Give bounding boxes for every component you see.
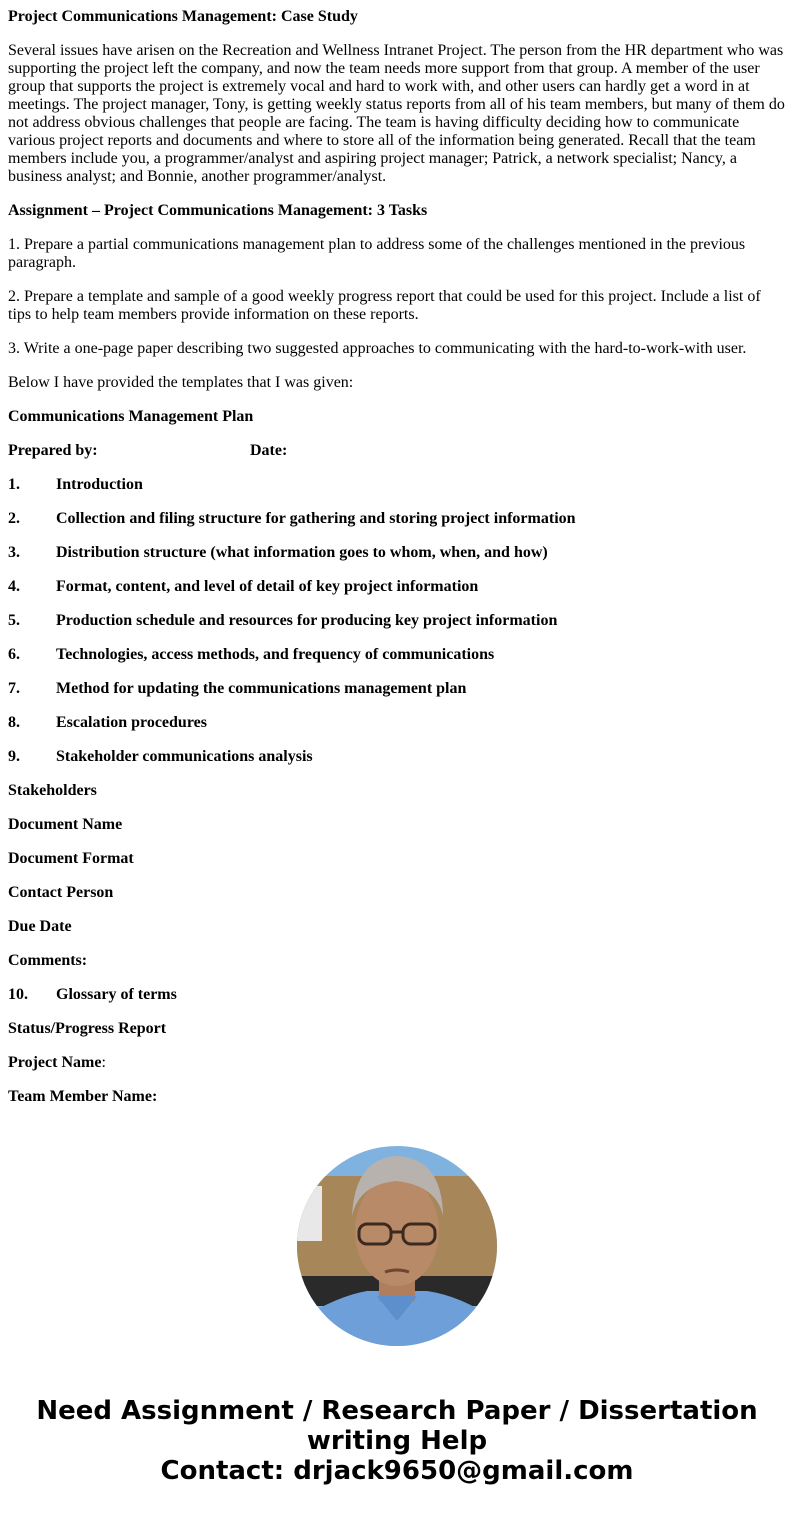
document-title [8, 8, 786, 26]
analysis-field [8, 816, 786, 834]
plan-section [8, 986, 786, 1004]
analysis-field-label: Document Name [8, 816, 123, 833]
section-number: 5. [8, 612, 20, 629]
prepared-by-label: Prepared by: [8, 442, 98, 459]
analysis-field [8, 884, 786, 902]
section-title: Distribution structure (what information goes to whom, when, and how) [56, 544, 548, 561]
document [0, 8, 794, 1106]
plan-section [8, 476, 786, 494]
plan-section [8, 544, 786, 562]
team-member-label: Team Member Name: [8, 1088, 158, 1105]
section-number: 1. [8, 476, 20, 493]
section-number: 7. [8, 680, 20, 697]
prepared-by-row [8, 442, 786, 460]
author-photo [297, 1146, 497, 1346]
section-title: Collection and filing structure for gathering and storing project information [56, 510, 576, 527]
analysis-field-label: Contact Person [8, 884, 114, 901]
task-item: 1. Prepare a partial communications management plan to address some of the challenges mentioned in the previous paragraph. [8, 236, 746, 271]
section-number: 9. [8, 748, 20, 765]
task-item: 3. Write a one-page paper describing two suggested approaches to communicating with the hard-to-work-with user. [8, 340, 747, 357]
promo-line-contact: Contact: drjack9650@gmail.com [160, 1456, 634, 1486]
team-member-row [8, 1088, 786, 1106]
section-number: 3. [8, 544, 20, 561]
analysis-field [8, 918, 786, 936]
assignment-heading [8, 202, 786, 220]
section-title: Glossary of terms [56, 986, 177, 1003]
section-number: 2. [8, 510, 20, 527]
task-item: 2. Prepare a template and sample of a good weekly progress report that could be used for this project. Include a list of tips to help team members provide information on these reports. [8, 288, 761, 323]
plan-section [8, 612, 786, 630]
plan-section [8, 680, 786, 698]
promo-line-help: Need Assignment / Research Paper / Dissertation writing Help [36, 1396, 758, 1456]
section-number: 6. [8, 646, 20, 663]
analysis-field [8, 850, 786, 868]
plan-heading-text: Communications Management Plan [8, 408, 254, 425]
section-title: Method for updating the communications management plan [56, 680, 467, 697]
plan-section [8, 714, 786, 732]
section-title: Escalation procedures [56, 714, 207, 731]
plan-section [8, 510, 786, 528]
assignment-heading-text: Assignment – Project Communications Management: 3 Tasks [8, 202, 428, 219]
plan-section [8, 578, 786, 596]
plan-heading [8, 408, 786, 426]
title-text: Project Communications Management: Case Study [8, 8, 358, 25]
analysis-field [8, 782, 786, 800]
analysis-field [8, 952, 786, 970]
report-heading-text: Status/Progress Report [8, 1020, 167, 1037]
plan-section [8, 646, 786, 664]
section-title: Production schedule and resources for producing key project information [56, 612, 558, 629]
plan-sections [8, 476, 786, 766]
section-title: Format, content, and level of detail of key project information [56, 578, 479, 595]
analysis-field-label: Document Format [8, 850, 134, 867]
templates-intro: Below I have provided the templates that I was given: [8, 374, 354, 391]
analysis-field-label: Comments: [8, 952, 88, 969]
project-name-label: Project Name [8, 1054, 102, 1071]
project-name-row [8, 1054, 786, 1072]
section-title: Technologies, access methods, and frequency of communications [56, 646, 495, 663]
section-number: 4. [8, 578, 20, 595]
promo-banner [0, 1396, 794, 1506]
photo-container [0, 1146, 794, 1346]
section-title: Introduction [56, 476, 143, 493]
analysis-field-label: Due Date [8, 918, 72, 935]
section-number: 8. [8, 714, 20, 731]
plan-section [8, 748, 786, 766]
intro-paragraph: Several issues have arisen on the Recreation and Wellness Intranet Project. The person from the HR department who was supporting the project left the company, and now the team needs more support from that group. A member of the user group that supports the project is extremely vocal and hard to work with, and other users can hardly get a word in at meetings. The project manager, Tony, is getting weekly status reports from all of his team members, but many of them do not address obvious challenges that people are facing. The team is having difficulty deciding how to communicate various project reports and documents and where to store all of the information being generated. Recall that the team members include you, a programmer/analyst and aspiring project manager; Patrick, a network specialist; Nancy, a business analyst; and Bonnie, another programmer/analyst. [8, 42, 785, 185]
section-title: Stakeholder communications analysis [56, 748, 313, 765]
analysis-fields [8, 782, 786, 970]
date-label: Date: [250, 442, 288, 459]
analysis-field-label: Stakeholders [8, 782, 97, 799]
report-heading [8, 1020, 786, 1038]
project-name-colon: : [101, 1054, 106, 1071]
section-number: 10. [8, 986, 28, 1003]
